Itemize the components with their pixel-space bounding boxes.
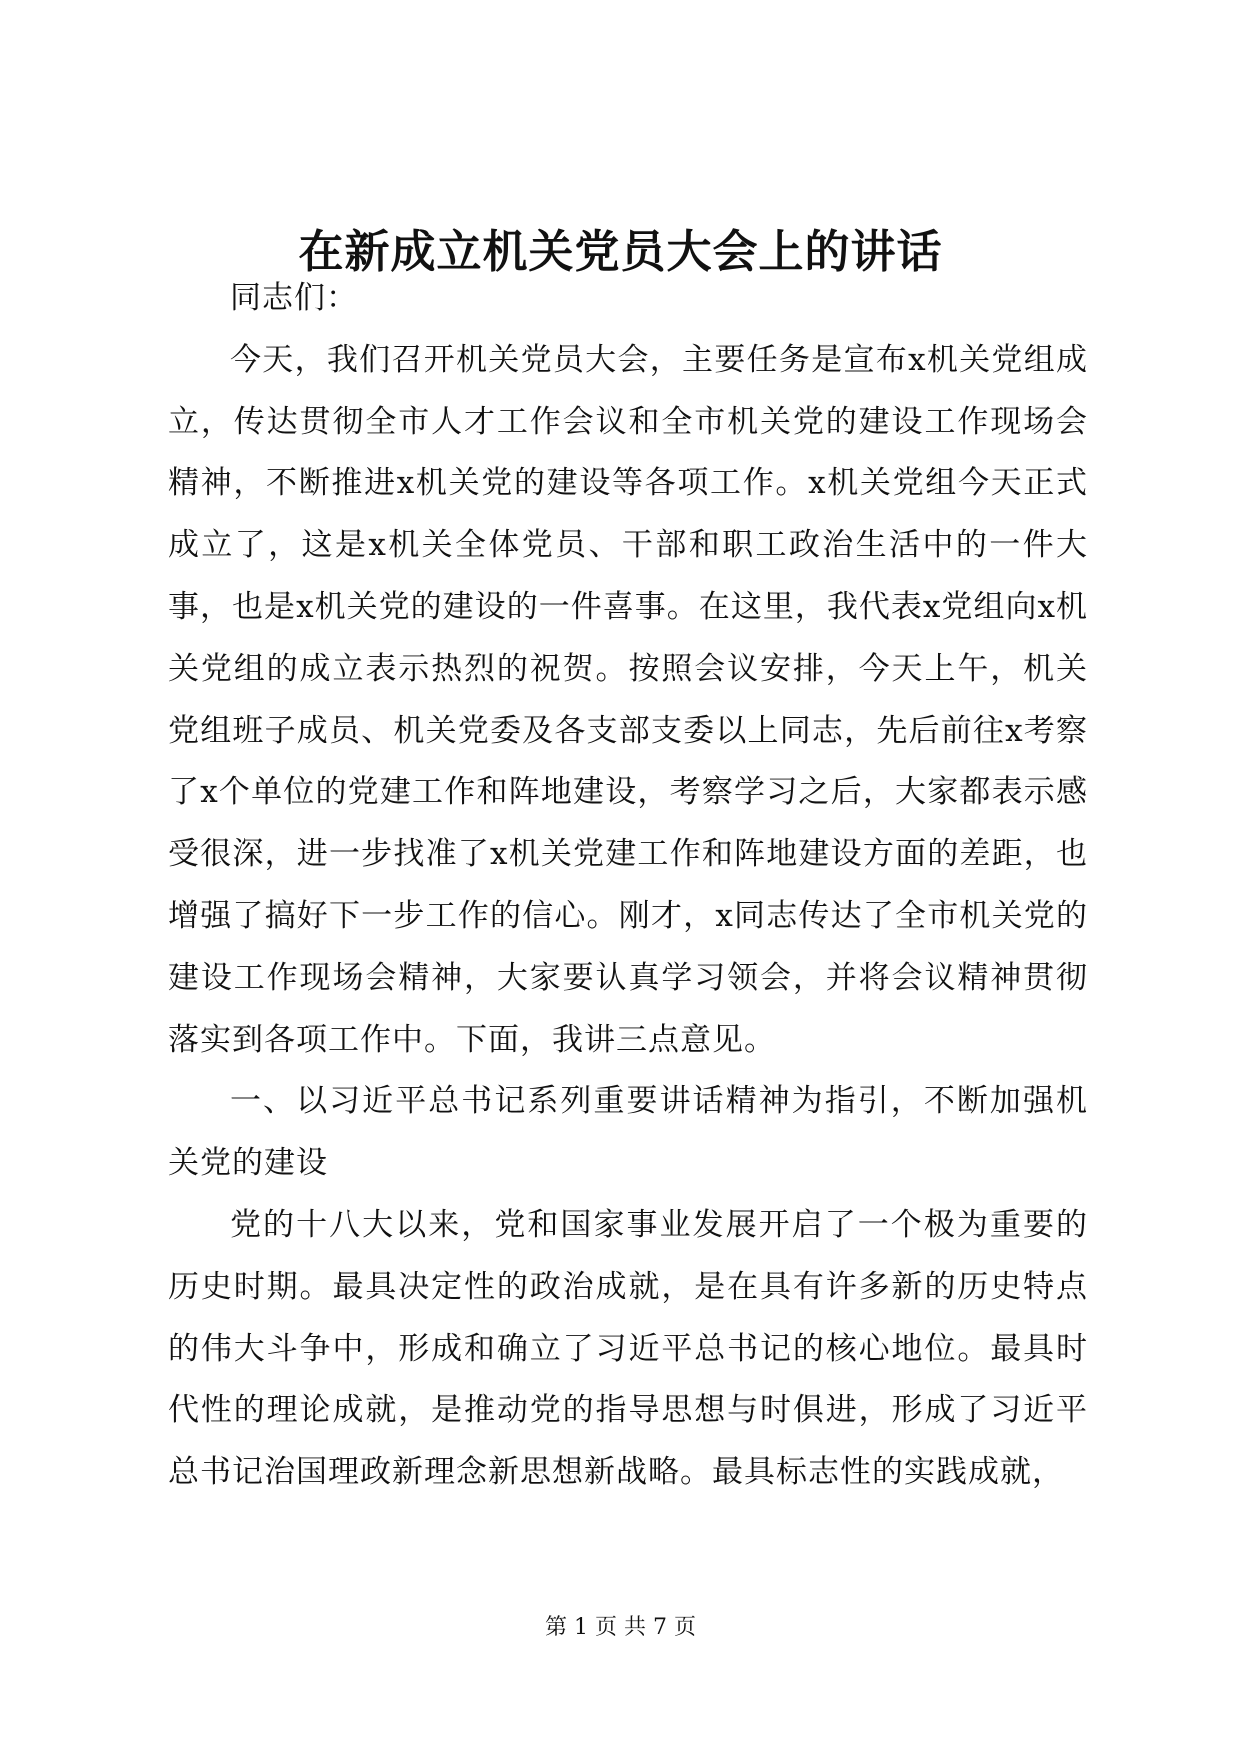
paragraph-section-1: 党的十八大以来，党和国家事业发展开启了一个极为重要的历史时期。最具决定性的政治成就，是在具有许多新的历史特点的伟大斗争中，形成和确立了习近平总书记的核心地位。最具时代性的理论成就，是推动党的指导思想与时俱进，形成了习近平总书记治国理政新理念新思想新战略。最具标志性的实践成就，	[168, 1206, 1088, 1491]
document-title: 在新成立机关党员大会上的讲话	[298, 225, 943, 278]
section-heading-1: 一、以习近平总书记系列重要讲话精神为指引，不断加强机关党的建设	[168, 1083, 1088, 1182]
salutation: 同志们：	[230, 280, 358, 316]
paragraph-intro: 今天，我们召开机关党员大会，主要任务是宣布x机关党组成立，传达贯彻全市人才工作会议和全市机关党的建设工作现场会精神，不断推进x机关党的建设等各项工作。x机关党组今天正式成立了，这是x机关全体党员、干部和职工政治生活中的一件大事，也是x机关党的建设的一件喜事。在这里，我代表x党组向x机关党组的成立表示热烈的祝贺。按照会议安排，今天上午，机关党组班子成员、机关党委及各支部支委以上同志，先后前往x考察了x个单位的党建工作和阵地建设，考察学习之后，大家都表示感受很深，进一步找准了x机关党建工作和阵地建设方面的差距，也增强了搞好下一步工作的信心。刚才，x同志传达了全市机关党的建设工作现场会精神，大家要认真学习领会，并将会议精神贯彻落实到各项工作中。下面，我讲三点意见。	[168, 341, 1088, 1058]
document-body	[168, 268, 1088, 1504]
page-footer: 第 1 页 共 7 页	[545, 1615, 696, 1640]
